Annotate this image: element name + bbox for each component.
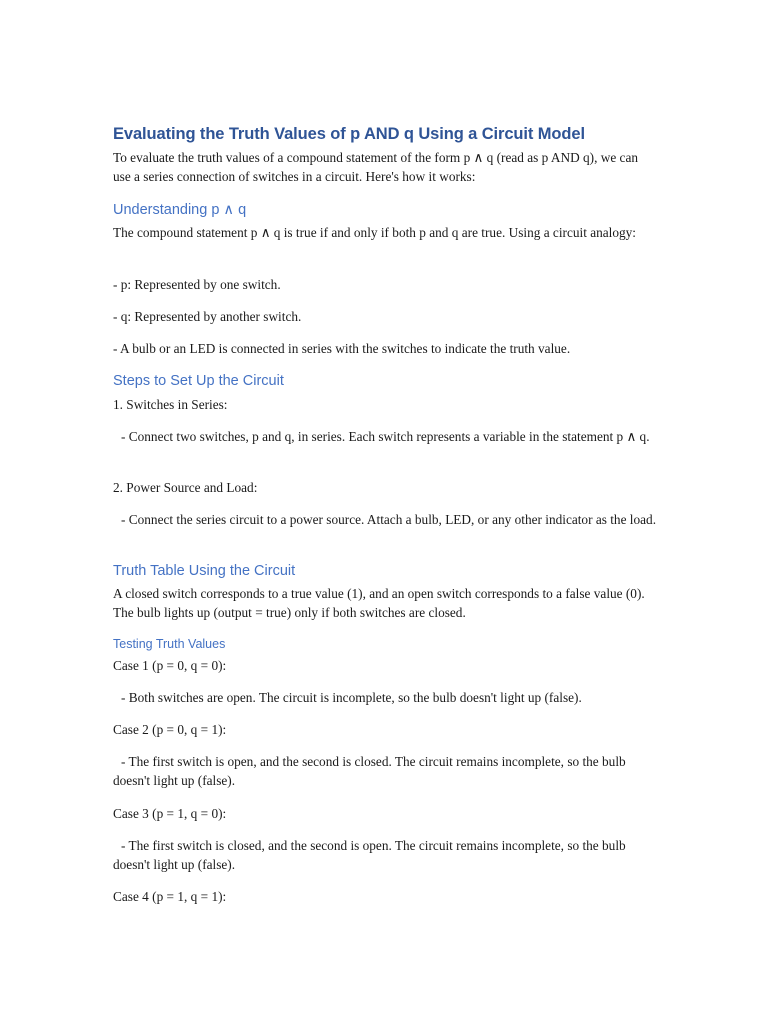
heading-steps: Steps to Set Up the Circuit xyxy=(113,373,284,389)
heading-understanding: Understanding p ∧ q xyxy=(113,202,247,218)
case3-detail: - The first switch is closed, and the second is open. The circuit remains incomplete, so the bulb doesn't light up (false). xyxy=(113,838,626,872)
intro-paragraph: To evaluate the truth values of a compound statement of the form p ∧ q (read as p AND q), we can use a series connection of switches in a circuit. Here's how it works: xyxy=(113,150,638,184)
case1-title: Case 1 (p = 0, q = 0): xyxy=(113,658,227,673)
step2-title: 2. Power Source and Load: xyxy=(113,480,258,495)
list-item-p: - p: Represented by one switch. xyxy=(113,277,281,292)
case4-title: Case 4 (p = 1, q = 1): xyxy=(113,889,227,904)
list-item-bulb: - A bulb or an LED is connected in series with the switches to indicate the truth value. xyxy=(113,341,571,356)
understanding-paragraph: The compound statement p ∧ q is true if and only if both p and q are true. Using a circuit analogy: xyxy=(113,225,637,240)
case2-detail: - The first switch is open, and the second is closed. The circuit remains incomplete, so the bulb doesn't light up (false). xyxy=(113,754,626,788)
case1-detail: - Both switches are open. The circuit is incomplete, so the bulb doesn't light up (false). xyxy=(121,690,582,705)
case2-title: Case 2 (p = 0, q = 1): xyxy=(113,722,227,737)
heading-testing-truth-values: Testing Truth Values xyxy=(113,637,226,651)
list-item-q: - q: Represented by another switch. xyxy=(113,309,302,324)
case3-title: Case 3 (p = 1, q = 0): xyxy=(113,806,227,821)
step2-detail: - Connect the series circuit to a power source. Attach a bulb, LED, or any other indicator as the load. xyxy=(121,512,657,527)
document-title: Evaluating the Truth Values of p AND q Using a Circuit Model xyxy=(113,125,585,143)
heading-truth-table: Truth Table Using the Circuit xyxy=(113,563,296,579)
truth-table-paragraph: A closed switch corresponds to a true value (1), and an open switch corresponds to a false value (0). The bulb lights up (output = true) only if both switches are closed. xyxy=(113,586,645,620)
step1-detail: - Connect two switches, p and q, in series. Each switch represents a variable in the statement p ∧ q. xyxy=(121,429,650,444)
step1-title: 1. Switches in Series: xyxy=(113,397,228,412)
